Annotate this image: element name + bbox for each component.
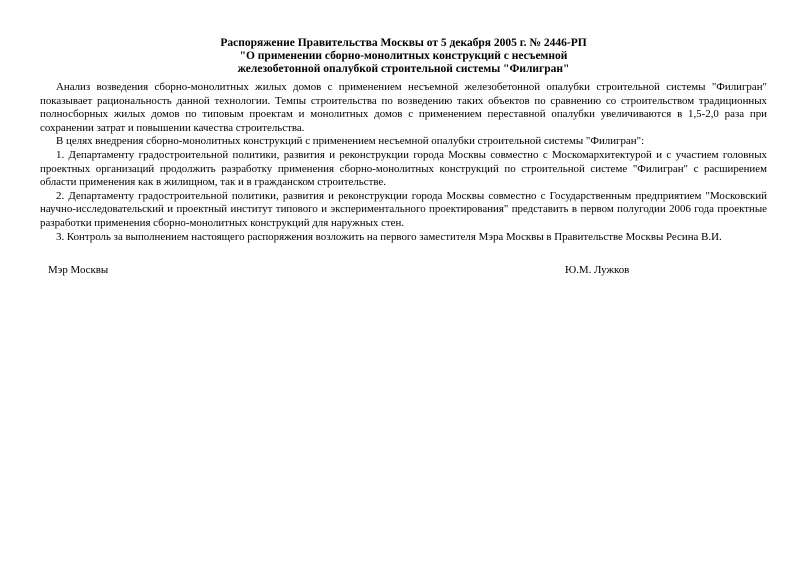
title-line-1: Распоряжение Правительства Москвы от 5 декабря 2005 г. № 2446-РП [220, 37, 587, 49]
title-line-2: "О применении сборно-монолитных конструкций с несъемной [239, 50, 568, 62]
paragraph-analysis: Анализ возведения сборно-монолитных жилых домов с применением несъемной железобетонной опалубки строительной системы "Филигран" показывает рациональность данной технологии. Темпы строительства по возведению таких объектов по сравнению со строительством традиционных полносборных жилых домов по типовым проектам и монолитных домов с применением переставной опалубки увеличиваются в 1,5-2,0 раза при сохранении затрат и повышении качества строительства. [40, 81, 767, 134]
signature-name: Ю.М. Лужков [565, 264, 630, 276]
document-body [40, 81, 767, 244]
title-line-3: железобетонной опалубкой строительной системы "Филигран" [237, 63, 570, 75]
signature-position: Мэр Москвы [48, 264, 109, 276]
document-title [40, 37, 767, 76]
paragraph-purpose: В целях внедрения сборно-монолитных конструкций с применением несъемной опалубки строительной системы "Филигран": [56, 135, 645, 148]
paragraph-item-3: 3. Контроль за выполнением настоящего распоряжения возложить на первого заместителя Мэра Москвы в Правительстве Москвы Ресина В.И. [56, 230, 722, 243]
paragraph-item-1: 1. Департаменту градостроительной политики, развития и реконструкции города Москвы совместно с Москомархитектурой и с участием головных проектных организаций продолжить разработку применения сборно-монолитных конструкций по строительной системе "Филигран" с расширением области применения как в жилищном, так и в гражданском строительстве. [40, 148, 767, 189]
paragraph-item-2: 2. Департаменту градостроительной политики, развития и реконструкции города Москвы совместно с Государственным предприятием "Московский научно-исследовательский и проектный институт типового и экспериментального проектирования" представить в первом полугодии 2006 года проектные разработки применения сборно-монолитных конструкций для наружных стен. [40, 189, 767, 229]
